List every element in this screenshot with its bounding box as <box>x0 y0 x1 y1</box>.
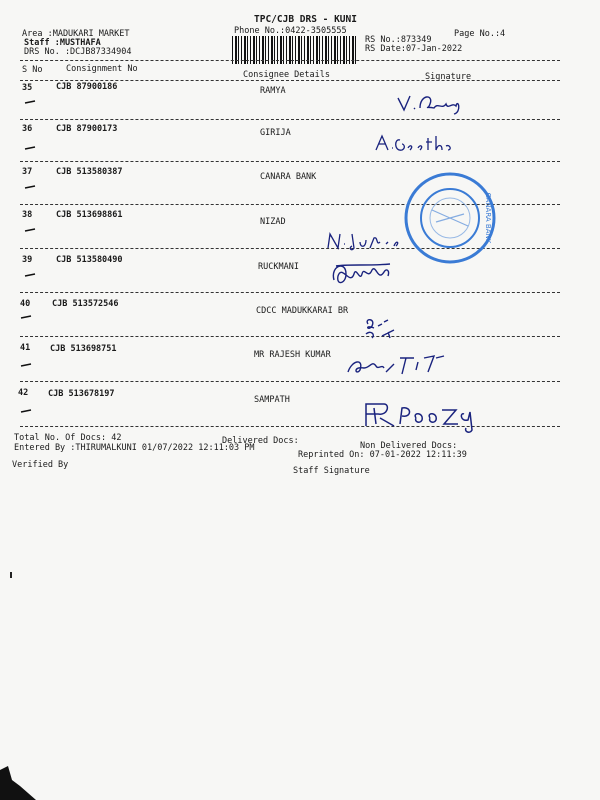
delivered-docs: Delivered Docs: <box>222 436 299 446</box>
scan-edge-blot <box>0 756 40 800</box>
row-consignment: CJB 513572546 <box>52 299 119 309</box>
row-sno: 37 <box>22 167 33 177</box>
rs-date: RS Date:07-Jan-2022 <box>365 44 463 54</box>
stamp-text: CANARA BANK <box>484 192 492 244</box>
row-consignment: CJB 87900173 <box>56 124 118 134</box>
row-consignment: CJB 87900186 <box>56 82 118 92</box>
signature-rajesh-text <box>414 361 415 362</box>
col-consignee: Consignee Details <box>243 70 330 80</box>
row-sno: 41 <box>20 343 31 353</box>
row-divider <box>20 119 560 120</box>
non-delivered-docs: Non Delivered Docs: <box>360 441 458 451</box>
row-consignee: RAMYA <box>260 86 286 96</box>
signature-ramya <box>394 88 464 118</box>
row-consignee: MR RAJESH KUMAR <box>254 350 331 360</box>
row-sno: 35 <box>22 83 33 93</box>
row-consignment: CJB 513698861 <box>56 210 123 220</box>
row-divider <box>20 336 560 337</box>
signature-girija <box>374 132 454 156</box>
tick-mark <box>20 409 32 413</box>
tick-mark <box>24 185 36 189</box>
area-label: Area :MADUKARI MARKET <box>22 29 130 39</box>
row-sno: 42 <box>18 388 29 398</box>
sheet-title: TPC/CJB DRS - KUNI <box>254 14 357 25</box>
phone-number: Phone No.:0422-3505555 <box>234 26 347 36</box>
col-s-no: S No <box>22 65 43 75</box>
tick-mark <box>24 100 36 104</box>
col-signature: Signature <box>425 72 472 82</box>
staff-signature: Staff Signature <box>293 466 370 476</box>
signature-rajesh <box>344 350 450 380</box>
header-divider <box>20 60 560 61</box>
staff-label: Staff :MUSTHAFA <box>24 38 101 48</box>
row-consignee: NIZAD <box>260 217 286 227</box>
tick-mark <box>24 273 36 277</box>
rs-number: RS No.:873349 <box>365 35 432 45</box>
row-consignee: RUCKMANI <box>258 262 299 272</box>
column-divider <box>20 80 560 81</box>
scan-speck <box>10 572 12 578</box>
row-sno: 36 <box>22 124 33 134</box>
row-divider <box>20 292 560 293</box>
row-consignee: GIRIJA <box>260 128 291 138</box>
row-consignment: CJB 513678197 <box>48 389 115 399</box>
row-sno: 39 <box>22 255 33 265</box>
verified-by: Verified By <box>12 460 69 470</box>
row-consignee: CANARA BANK <box>260 172 317 182</box>
page-number: Page No.:4 <box>454 29 506 39</box>
row-sno: 38 <box>22 210 33 220</box>
drs-number: DRS No. :DCJB87334904 <box>24 47 132 57</box>
row-divider <box>20 161 560 162</box>
tick-mark <box>24 228 36 232</box>
tick-mark <box>20 363 32 367</box>
row-divider <box>20 381 560 382</box>
row-consignment: CJB 513698751 <box>50 344 117 354</box>
col-consignment: Consignment No <box>66 64 138 74</box>
entered-by: Entered By :THIRUMALKUNI 01/07/2022 12:11:03 PM <box>14 443 255 453</box>
row-consignee: CDCC MADUKKARAI BR <box>256 306 349 316</box>
signature-nizad <box>324 228 414 254</box>
signature-ruckmani <box>328 256 398 292</box>
signature-sampath <box>360 396 500 436</box>
signature-cdcc <box>360 316 410 350</box>
tick-mark <box>20 315 32 319</box>
row-consignment: CJB 513580387 <box>56 167 123 177</box>
reprinted-on: Reprinted On: 07-01-2022 12:11:39 <box>298 450 467 460</box>
total-docs: Total No. Of Docs: 42 <box>14 433 122 443</box>
tick-mark <box>24 146 36 150</box>
canara-bank-stamp <box>402 170 498 266</box>
row-consignee: SAMPATH <box>254 395 290 405</box>
row-sno: 40 <box>20 299 31 309</box>
row-consignment: CJB 513580490 <box>56 255 123 265</box>
